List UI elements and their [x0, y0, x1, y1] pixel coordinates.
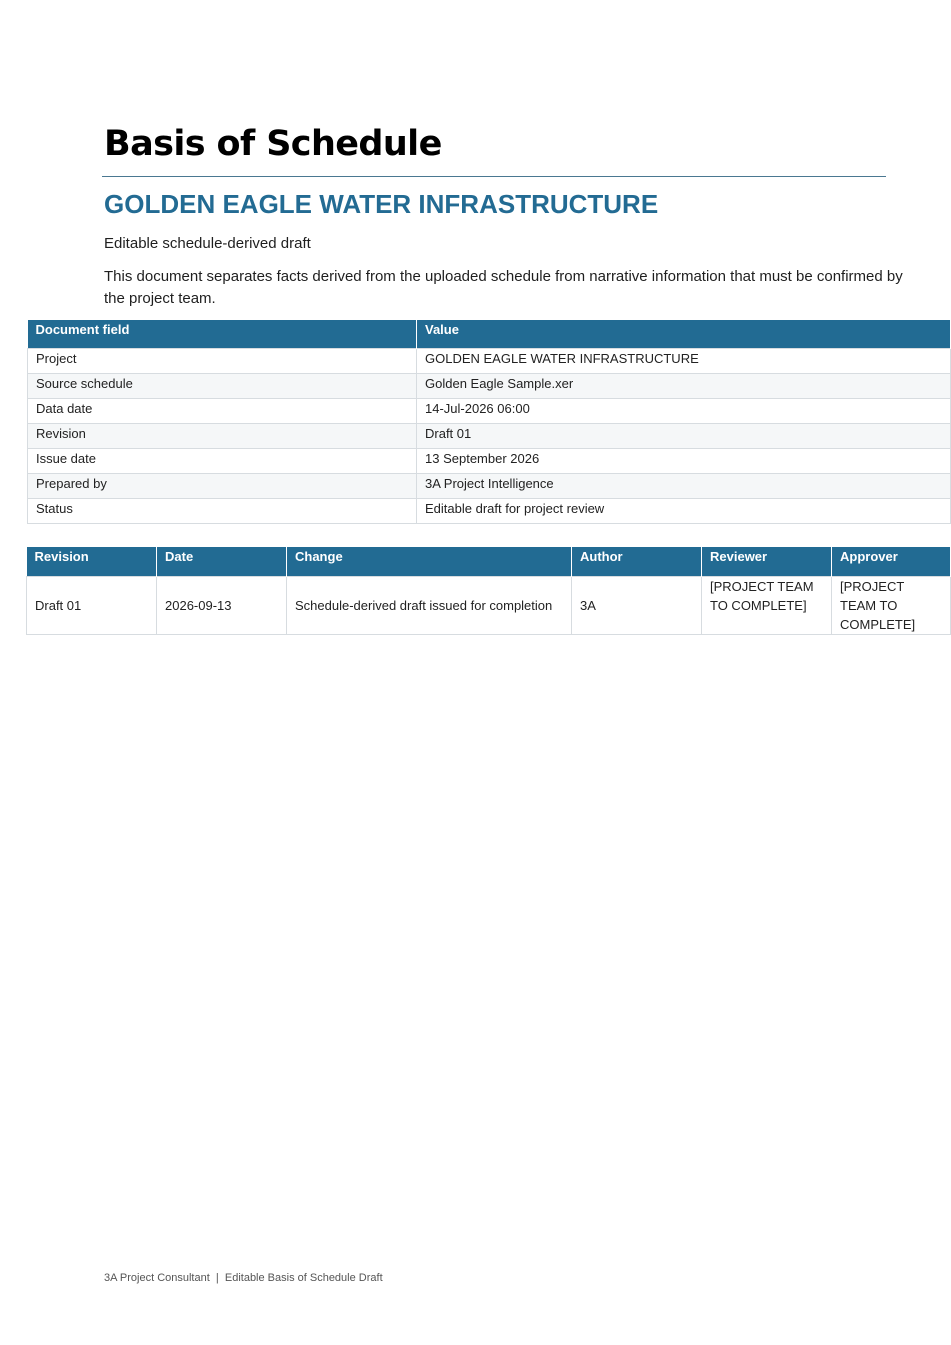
field-value: Editable draft for project review	[417, 499, 951, 524]
table-row	[28, 349, 951, 374]
field-label: Status	[28, 499, 417, 524]
project-name-heading: GOLDEN EAGLE WATER INFRASTRUCTURE	[104, 189, 659, 219]
column-header-document-field: Document field	[28, 320, 417, 349]
date-cell: 2026-09-13	[157, 577, 287, 635]
document-subtitle: Editable schedule-derived draft	[104, 235, 311, 252]
field-value: Draft 01	[417, 424, 951, 449]
table-row	[27, 577, 951, 635]
table-row	[28, 374, 951, 399]
field-label: Source schedule	[28, 374, 417, 399]
field-label: Project	[28, 349, 417, 374]
reviewer-cell: [PROJECT TEAM TO COMPLETE]	[702, 577, 832, 635]
field-value: 13 September 2026	[417, 449, 951, 474]
approver-cell: [PROJECT TEAM TO COMPLETE]	[832, 577, 951, 635]
revision-history-table	[26, 547, 951, 635]
intro-paragraph: This document separates facts derived from the uploaded schedule from narrative information that must be confirmed by the project team.	[104, 268, 903, 307]
revision-cell: Draft 01	[27, 577, 157, 635]
table-header-row	[27, 547, 951, 577]
field-label: Prepared by	[28, 474, 417, 499]
field-label: Data date	[28, 399, 417, 424]
page-footer: 3A Project Consultant | Editable Basis of Schedule Draft	[104, 1272, 383, 1284]
table-row	[28, 449, 951, 474]
field-label: Issue date	[28, 449, 417, 474]
column-header-value: Value	[417, 320, 951, 349]
table-row	[28, 424, 951, 449]
author-cell: 3A	[572, 577, 702, 635]
field-label: Revision	[28, 424, 417, 449]
column-header-revision: Revision	[27, 547, 157, 577]
column-header-author: Author	[572, 547, 702, 577]
column-header-date: Date	[157, 547, 287, 577]
document-fields-table	[27, 320, 951, 524]
field-value: 3A Project Intelligence	[417, 474, 951, 499]
field-value: GOLDEN EAGLE WATER INFRASTRUCTURE	[417, 349, 951, 374]
table-row	[28, 474, 951, 499]
column-header-change: Change	[287, 547, 572, 577]
page-title: Basis of Schedule	[104, 124, 442, 164]
change-cell: Schedule-derived draft issued for completion	[287, 577, 572, 635]
field-value: 14-Jul-2026 06:00	[417, 399, 951, 424]
title-divider	[102, 176, 886, 177]
column-header-reviewer: Reviewer	[702, 547, 832, 577]
table-row	[28, 399, 951, 424]
column-header-approver: Approver	[832, 547, 951, 577]
field-value: Golden Eagle Sample.xer	[417, 374, 951, 399]
table-row	[28, 499, 951, 524]
table-header-row	[28, 320, 951, 349]
